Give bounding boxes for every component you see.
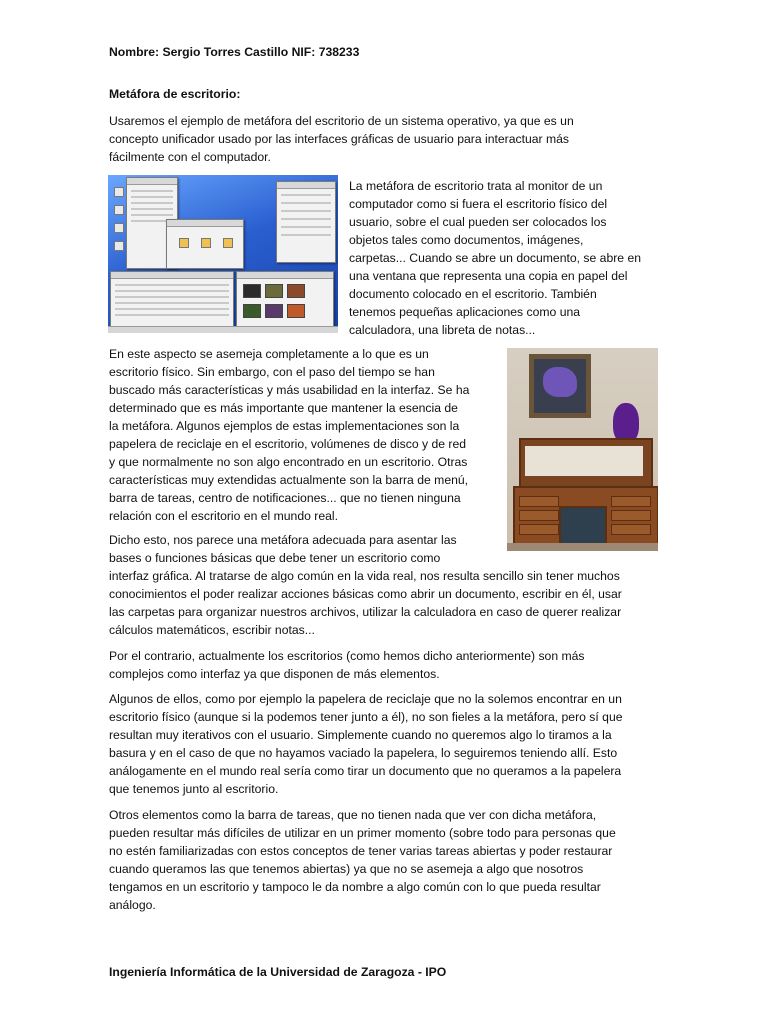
text-line: tenemos pequeñas aplicaciones como una xyxy=(349,305,581,319)
text-line: calculadora, una libreta de notas... xyxy=(349,323,536,337)
text-line: características muy extendidas actualmente son la barra de menú, xyxy=(109,473,469,487)
text-line: análogo. xyxy=(109,898,156,912)
section-title: Metáfora de escritorio: xyxy=(109,87,241,101)
desktop-icon xyxy=(114,241,124,251)
text-line: cálculos matemáticos, escribir notas... xyxy=(109,623,315,637)
text-line: barra de tareas, centro de notificaciones... que no tienen ninguna xyxy=(109,491,461,505)
vase xyxy=(613,403,639,443)
text-line: interfaz gráfica. Al tratarse de algo común en la vida real, nos resulta sencillo sin tener muchos xyxy=(109,569,620,583)
window xyxy=(276,181,336,263)
framed-painting xyxy=(529,354,591,418)
text-line: fácilmente con el computador. xyxy=(109,150,271,164)
text-line: documento colocado en el escritorio. También xyxy=(349,287,597,301)
desktop-icon xyxy=(114,187,124,197)
desk-photo-image xyxy=(507,348,658,551)
text-line: Por el contrario, actualmente los escritorios (como hemos dicho anteriormente) son más xyxy=(109,649,585,663)
text-line: la metáfora. Algunos ejemplos de estas implementaciones son la xyxy=(109,419,460,433)
taskbar xyxy=(108,326,338,333)
window xyxy=(110,271,234,329)
window xyxy=(166,219,244,269)
text-line: determinado que es más importante que mantener la esencia de xyxy=(109,401,458,415)
text-line: complejos como interfaz ya que disponen de más elementos. xyxy=(109,667,440,681)
text-line: Dicho esto, nos parece una metáfora adecuada para asentar las xyxy=(109,533,457,547)
text-line: objetos tales como documentos, imágenes, xyxy=(349,233,584,247)
text-line: y que normalmente no son algo encontrado en un escritorio. Otras xyxy=(109,455,468,469)
page-footer: Ingeniería Informática de la Universidad de Zaragoza - IPO xyxy=(109,965,447,979)
text-line: Algunos de ellos, como por ejemplo la papelera de reciclaje que no la solemos encontrar en un xyxy=(109,692,622,706)
text-line: escritorio físico. Sin embargo, con el paso del tiempo se han xyxy=(109,365,435,379)
text-line: pueden resultar más difíciles de utilizar en un primer momento (sobre todo para personas que xyxy=(109,826,616,840)
desktop-screenshot-image xyxy=(108,175,338,333)
text-line: bases o funciones básicas que debe tener un escritorio como xyxy=(109,551,441,565)
text-line: análogamente en el mundo real sería como tirar un documento que no queramos a la papelera xyxy=(109,764,622,778)
text-line: escritorio físico (aunque si la podemos tener junto a él), no son fieles a la metáfora, pero sí que xyxy=(109,710,623,724)
text-line: relación con el escritorio en el mundo real. xyxy=(109,509,338,523)
text-line: Otros elementos como la barra de tareas, que no tienen nada que ver con dicha metáfora, xyxy=(109,808,597,822)
text-line: que tenemos junto al escritorio. xyxy=(109,782,279,796)
window xyxy=(236,271,334,329)
text-line: buscado más características y más usabilidad en la interfaz. Se ha xyxy=(109,383,470,397)
text-line: papelera de reciclaje en el escritorio, volúmenes de disco y de red xyxy=(109,437,467,451)
desktop-icon xyxy=(114,223,124,233)
text-line: una ventana que representa una copia en papel del xyxy=(349,269,628,283)
text-line: La metáfora de escritorio trata al monitor de un xyxy=(349,179,603,193)
desktop-icon xyxy=(114,205,124,215)
text-line: concepto unificador usado por las interfaces gráficas de usuario para interactuar más xyxy=(109,132,569,146)
text-line: usuario, sobre el cual pueden ser colocados los xyxy=(349,215,607,229)
text-line: En este aspecto se asemeja completamente a lo que es un xyxy=(109,347,429,361)
text-line: no estén familiarizadas con estos conceptos de tener varias tareas abiertas y poder restaurar xyxy=(109,844,613,858)
text-line: tengamos en un escritorio y tampoco le da nombre a algo común con lo que pueda resultar xyxy=(109,880,601,894)
text-line: Usaremos el ejemplo de metáfora del escritorio de un sistema operativo, ya que es un xyxy=(109,114,574,128)
text-line: cuando queramos las que tenemos abiertas) ya que no se asemeja a algo que nosotros xyxy=(109,862,584,876)
text-line: las carpetas para organizar nuestros archivos, utilizar la calculadora en caso de querer realizar xyxy=(109,605,622,619)
text-line: conocimientos el poder realizar acciones básicas como abrir un documento, escribir en él, usar xyxy=(109,587,622,601)
author-line: Nombre: Sergio Torres Castillo NIF: 738233 xyxy=(109,45,360,59)
text-line: carpetas... Cuando se abre un documento, se abre en xyxy=(349,251,642,265)
text-line: basura y en el caso de que no hayamos vaciado la papelera, lo seguiremos teniendo allí. Esto xyxy=(109,746,618,760)
text-line: resultan muy iterativos con el usuario. Simplemente cuando no queremos algo lo tiramos a la xyxy=(109,728,612,742)
text-line: computador como si fuera el escritorio físico del xyxy=(349,197,608,211)
